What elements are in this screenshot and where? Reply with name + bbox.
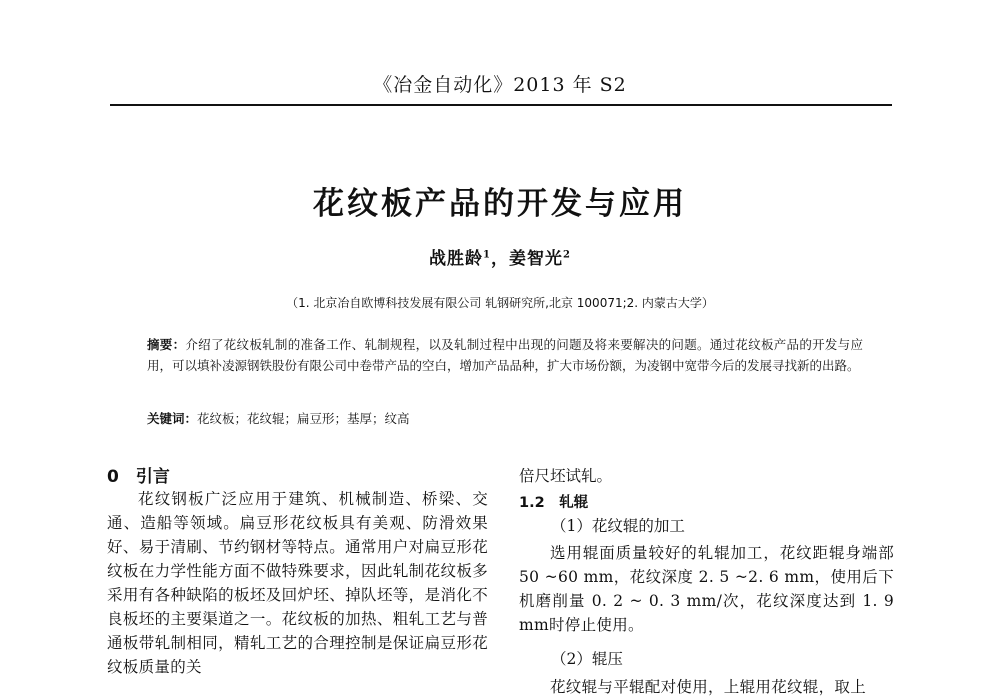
item-heading: （1）花纹辊的加工 xyxy=(551,517,685,535)
author-name: 姜智光 xyxy=(509,249,563,269)
keywords xyxy=(147,409,863,427)
author-list xyxy=(0,244,1000,269)
affiliation: （1. 北京冶自欧博科技发展有限公司 轧钢研究所,北京 100071;2. 内蒙古大学） xyxy=(286,296,714,310)
abstract-label: 摘要： xyxy=(147,337,186,352)
author-separator: ， xyxy=(491,249,509,269)
item-heading: （2）辊压 xyxy=(551,650,623,668)
continued-text: 倍尺坯试轧。 xyxy=(519,467,613,485)
intro-paragraph: 花纹钢板广泛应用于建筑、机械制造、桥梁、交通、造船等领域。扁豆形花纹板具有美观、防滑效果好、易于清刷、节约钢材等特点。通常用户对扁豆形花纹板在力学性能方面不做特殊要求，因此轧制花纹板多采用有各种缺陷的板坯及回炉坯、掉队坯等，是消化不良板坯的主要渠道之一。花纹板的加热、粗轧工艺与普通板带轧制相同，精轧工艺的合理控制是保证扁豆形花纹板质量的关 xyxy=(107,490,488,676)
author-affil-mark: 1 xyxy=(483,249,491,261)
section-heading-intro: 0 引言 xyxy=(107,467,170,487)
journal-header: 《冶金自动化》2013 年 S2 xyxy=(373,74,627,96)
abstract xyxy=(147,334,863,376)
subsection-heading-rolls: 1.2 轧辊 xyxy=(519,495,589,511)
abstract-text: 介绍了花纹板轧制的准备工作、轧制规程，以及轧制过程中出现的问题及将来要解决的问题。通过花纹板产品的开发与应用，可以填补凌源钢铁股份有限公司中卷带产品的空白，增加产品品种，扩大市场份额，为凌钢中宽带今后的发展寻找新的出路。 xyxy=(147,337,863,373)
keywords-text: 花纹板；花纹辊；扁豆形；基厚；纹高 xyxy=(197,411,410,426)
item-paragraph: 花纹辊与平辊配对使用，上辊用花纹辊，取上 xyxy=(550,678,867,696)
header-rule xyxy=(110,104,892,106)
item-paragraph: 选用辊面质量较好的轧辊加工，花纹距辊身端部 50 ~60 mm，花纹深度 2. 5 ~2. 6 mm，使用后下机磨削量 0. 2 ~ 0. 3 mm/次，花纹深度达到 1. 9 mm时停止使用。 xyxy=(519,544,894,634)
author-name: 战胜龄 xyxy=(429,249,484,269)
article-title: 花纹板产品的开发与应用 xyxy=(313,186,687,222)
author-affil-mark: 2 xyxy=(563,249,571,261)
keywords-label: 关键词： xyxy=(147,411,198,426)
